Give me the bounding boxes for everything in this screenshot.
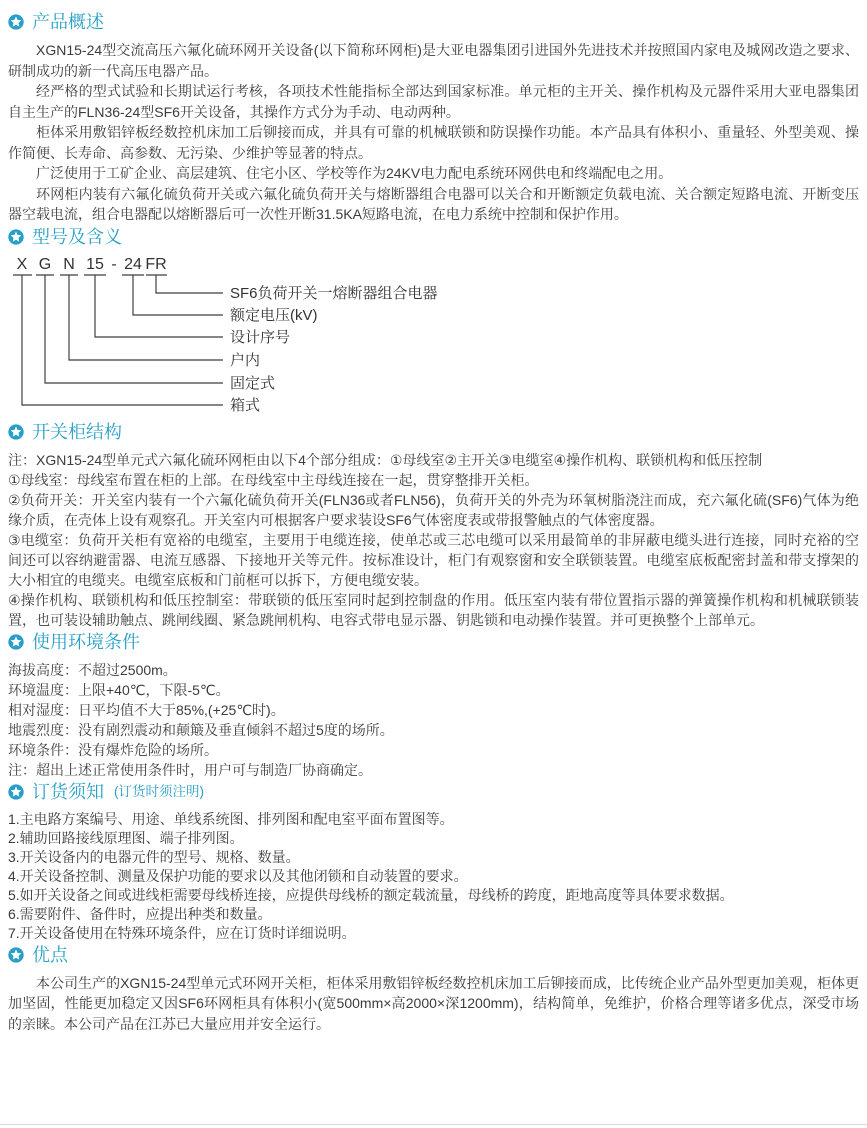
model-code-symbol: 15 xyxy=(86,255,104,273)
environment-condition-line: 相对湿度：日平均值不大于85%,(+25℃时)。 xyxy=(8,701,285,718)
model-label: SF6负荷开关一熔断器组合电器 xyxy=(230,284,438,302)
connector-line xyxy=(69,275,223,360)
model-label: 额定电压(kV) xyxy=(230,306,318,324)
structure-item-line: ④操作机构、联锁机构和低压控制室：带联锁的低压室同时起到控制盘的作用。低压室内装有带位置指示器的弹簧操作机构和机械联锁装置，也可装设辅助触点、跳闸线圈、紧急跳闸机构、电容式带电显示器、钥匙锁和电动操作装置。并可更换整个上部单元。 xyxy=(8,591,859,628)
section-overview xyxy=(8,12,859,225)
section-title: 产品概述 xyxy=(32,12,104,32)
overview-section-header xyxy=(8,12,859,32)
connector-line xyxy=(156,275,223,293)
section-ordering xyxy=(8,782,859,943)
structure-section-header xyxy=(8,422,859,442)
star-badge-icon xyxy=(8,784,24,800)
section-title: 开关柜结构 xyxy=(32,421,122,442)
star-badge-icon xyxy=(8,424,24,440)
model-code-symbol: FR xyxy=(145,255,167,273)
model-code-symbol: X xyxy=(16,255,28,273)
connector-line xyxy=(133,275,223,315)
ordering-list-item: 7.开关设备使用在特殊环境条件，应在订货时详细说明。 xyxy=(8,924,356,941)
structure-note-line: 注：XGN15-24型单元式六氟化硫环网柜由以下4个部分组成：①母线室②主开关③电缆室④操作机构、联锁机构和低压控制 xyxy=(8,451,763,468)
ordering-list-item: 6.需要附件、备件时，应提出种类和数量。 xyxy=(8,905,272,922)
environment-condition-line: 海拔高度：不超过2500m。 xyxy=(8,661,177,678)
advantages-section-header xyxy=(8,945,859,965)
section-structure xyxy=(8,422,859,630)
environment-section-header xyxy=(8,632,859,652)
model-label: 户内 xyxy=(230,351,261,369)
environment-note-line: 注：超出上述正常使用条件时，用户可与制造厂协商确定。 xyxy=(8,761,372,778)
section-environment xyxy=(8,632,859,780)
star-badge-icon xyxy=(8,634,24,650)
model-code-symbol: G xyxy=(38,255,52,273)
section-title: 使用环境条件 xyxy=(32,631,140,652)
section-title: 优点 xyxy=(32,944,68,965)
section-title: 型号及含义 xyxy=(32,226,122,247)
model-label: 设计序号 xyxy=(230,328,291,346)
advantages-paragraph: 本公司生产的XGN15-24型单元式环网开关柜，柜体采用敷铝锌板经数控机床加工后铆接而成，比传统企业产品外型更加美观，柜体更加坚固，性能更加稳定又因SF6环网柜具有体积小(宽500mm×高2000×深1200mm)，结构简单，免维护，价格合理等诸多优点，深受市场的亲睐。本公司产品在江苏已大量应用并安全运行。 xyxy=(8,974,859,1032)
overview-paragraph: 经严格的型式试验和长期试运行考核，各项技术性能指标全部达到国家标准。单元柜的主开关、操作机构及元器件采用大亚电器集团自主生产的FLN36-24型SF6开关设备，其操作方式分为手动、电动两种。 xyxy=(8,83,859,120)
star-badge-icon xyxy=(8,14,24,30)
overview-paragraph: XGN15-24型交流高压六氟化硫环网开关设备(以下简称环网柜)是大亚电器集团引进国外先进技术并按照国内家电及城网改造之要求、研制成功的新一代高压电器产品。 xyxy=(8,42,859,79)
model-code-symbol: 24 xyxy=(124,255,142,273)
model-code-symbol: - xyxy=(111,255,117,273)
section-advantages xyxy=(8,945,859,1035)
section-subtitle: (订货时须注明) xyxy=(114,783,204,799)
bottom-divider xyxy=(0,1124,867,1125)
section-model xyxy=(8,227,859,420)
ordering-section-header xyxy=(8,782,859,802)
environment-condition-line: 地震烈度：没有剧烈震动和颠簸及垂直倾斜不超过5度的场所。 xyxy=(8,721,394,738)
connector-line xyxy=(22,275,223,405)
structure-item-line: ③电缆室：负荷开关柜有宽裕的电缆室，主要用于电缆连接，使单芯或三芯电缆可以采用最简单的非屏蔽电缆头进行连接，同时充裕的空间还可以容纳避雷器、电流互感器、下接地开关等元件。按标准设计，柜门有观察窗和安全联锁装置。电缆室底板配密封盖和带支撑架的大小相宜的电缆夹。电缆室底板和门前框可以拆下，方便电缆安装。 xyxy=(8,531,859,588)
model-code-diagram xyxy=(8,255,628,420)
model-code-symbol: N xyxy=(63,255,75,273)
structure-item-line: ①母线室：母线室布置在柜的上部。在母线室中主母线连接在一起，贯穿整排开关柜。 xyxy=(8,471,539,488)
overview-paragraph: 柜体采用敷铝锌板经数控机床加工后铆接而成，并具有可靠的机械联锁和防误操作功能。本产品具有体积小、重量轻、外型美观、操作简便、长寿命、高参数、无污染、少维护等显著的特点。 xyxy=(8,124,859,161)
environment-condition-line: 环境温度：上限+40℃，下限-5℃。 xyxy=(8,681,230,698)
model-label: 固定式 xyxy=(230,374,276,392)
ordering-list-item: 1.主电路方案编号、用途、单线系统图、排列图和配电室平面布置图等。 xyxy=(8,810,454,827)
ordering-list-item: 5.如开关设备之间或进线柜需要母线桥连接，应提供母线桥的额定载流量，母线桥的跨度，距地高度等具体要求数据。 xyxy=(8,886,734,903)
ordering-list-item: 3.开关设备内的电器元件的型号、规格、数量。 xyxy=(8,848,300,865)
environment-condition-line: 环境条件：没有爆炸危险的场所。 xyxy=(8,741,218,758)
structure-item-line: ②负荷开关：开关室内装有一个六氟化硫负荷开关(FLN36或者FLN56)，负荷开关的外壳为环氧树脂浇注而成，充六氟化硫(SF6)气体为绝缘介质，在壳体上设有观察孔。开关室内可根据客户要求装设SF6气体密度表或带报警触点的气体密度器。 xyxy=(8,491,859,528)
ordering-list-item: 2.辅助回路接线原理图、端子排列图。 xyxy=(8,829,244,846)
section-title: 订货须知 xyxy=(32,781,104,802)
overview-paragraph: 环网柜内装有六氟化硫负荷开关或六氟化硫负荷开关与熔断器组合电器可以关合和开断额定负载电流、关合额定短路电流、开断变压器空载电流，组合电器配以熔断器后可一次性开断31.5KA短路电流，在电力系统中控制和保护作用。 xyxy=(8,185,859,222)
star-badge-icon xyxy=(8,229,24,245)
model-section-header xyxy=(8,227,859,247)
connector-line xyxy=(95,275,223,337)
connector-line xyxy=(45,275,223,383)
model-label: 箱式 xyxy=(230,396,261,414)
star-badge-icon xyxy=(8,947,24,963)
overview-paragraph: 广泛使用于工矿企业、高层建筑、住宅小区、学校等作为24KV电力配电系统环网供电和终端配电之用。 xyxy=(36,165,673,181)
ordering-list-item: 4.开关设备控制、测量及保护功能的要求以及其他闭锁和自动装置的要求。 xyxy=(8,867,468,884)
